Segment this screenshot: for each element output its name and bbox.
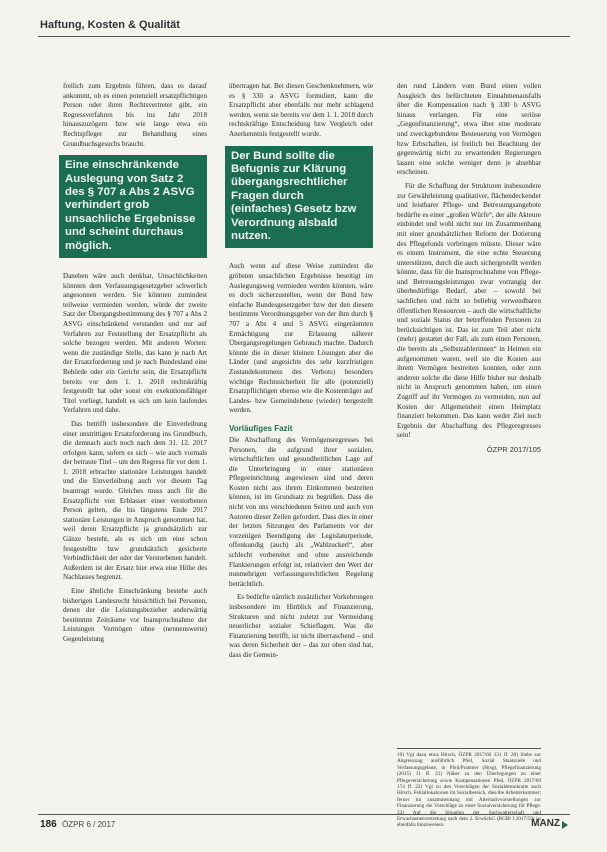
paragraph: Die Abschaffung des Vermögensregresses bei Personen, die aufgrund ihrer sozialen, wirtschaftlichen und gesundheitlichen Lage auf die Unterbringung in einer stationären Pflegeeinrichtung angewiesen sind und deren Kosten nicht aus ihrem Einkommen bestreiten können, ist im Grundsatz zu begrüßen. Dass die nicht von uns verschiedenen Seiten und auch von Autoren dieser Zeilen gefordert. Dass dies in einer der letzten Sitzungen des Parlaments vor der vorzeitigen Beendigung der Legislaturperiode, offenkundig (auch) als „Wahlzuckerl“, aber schlecht vorbereitet und ohne ausreichende Flankierungen erfolgt ist, relativiert den Wert der nunmehrigen verfassungsrechtlichen Regelung beträchtlich. bbox=[229, 435, 373, 588]
column-middle bbox=[229, 82, 373, 665]
pull-quote: Der Bund sollte die Befugnis zur Klärung übergangsrechtlicher Fragen durch (einfaches) Gesetz bzw Verordnung alsbald nutzen. bbox=[225, 146, 373, 249]
pull-quote: Eine einschränkende Auslegung von Satz 2 des § 707 a Abs 2 ASVG verhindert grob unsachliche Ergebnisse und scheint durchaus möglich. bbox=[59, 155, 207, 258]
paragraph: den rund Ländern vom Bund einen vollen Ausgleich des befürchteten Einnahmenausfalls über die Kompensation nach § 330 b ASVG hinaus verlangen. Für eine seriöse „Gegenfinanzierung“, etwa über eine moderate und zweckgebundene Besteuerung von Vermögen bzw Erbschaften, ist freilich bei Beachtung der gegenwärtig nicht zu erwartenden Regierungen lassen eine solche weniger denn je absehbar erscheinen. bbox=[397, 82, 541, 177]
running-footer bbox=[38, 814, 570, 835]
running-header bbox=[38, 16, 570, 37]
footnotes: 19) Vgl dazu etwa Hirsch, ÖZPR 2017/66 131 ff. 20) Siehe zur Abgrenzung ausführlich Pfeil, Sozial Staatsziele und Verfassungsgebote, in Pfeil/Prantner (Hrsg), Pflegefinanzierung (2015) 11 ff. 21) Näher zu den Überlegungen zu einer Pflegeversicherung sowie Kompensationen Pfeil, ÖZPR 2017/69 174 ff. 22) Vgl zu den Vorschlägen der Sozialdemokratie auch Hirsch, Fehlallokationen im Sozialbereich, dies/die Arbeiterkammer; ferner im zusammenhang mit Alternativvorstellungen zur Finanzierung die Vorschläge zu einer Sozialversicherung für Pflege. 23) Auf die Situation der Sachwalterschaft und Erwachsenenvertretung nach dem 2. ErwSchG (BGBl I 2017/59) ist ebenfalls hinzuweisen. bbox=[397, 748, 541, 829]
page-number: 186 bbox=[40, 819, 57, 830]
paragraph: Das betrifft insbesondere die Einverleibung einer unstrittigen Ersatzforderung ins Grundbuch, die demnach auch noch nach dem 31. 12. 2017 erfolgen kann, sofern es sich – wie auch vormals der betraute Titel – um den Regress für vor dem 1. 1. 2018 erbrachte stationäre Leistungen handelt und die Einverleibung auch vor diesem Tag beantragt wurde. Gleiches muss auch für die Ersatzpflicht von Erblasser einer verstorbenen Person gelten, die bis längstens Ende 2017 stationäre Leistungen in Anspruch genommen hat, weil deren Ersatzpflicht ja grundsätzlich zur Gänze besteht, als es sich um eine schon festgestellte bzw grundsätzlich gesicherte Verbindlichkeit der oder der Verstorbenen handelt. Außerdem ist der Ersatz hier etwa eine Höhe des Nachlasses begrenzt. bbox=[63, 419, 207, 582]
column-left bbox=[63, 82, 207, 649]
publisher-logo: MANZ bbox=[531, 818, 560, 829]
section-heading: Vorläufiges Fazit bbox=[229, 423, 293, 433]
column-right bbox=[397, 82, 541, 454]
paragraph: Daneben wäre auch denkbar, Unsachlichkeiten könnten dem Verfassungsgesetzgeber schwerlich angesonnen werden. Sie könnten zumindest teilweise vermieden werden, würde der zweite Satz der Übergangsbestimmung des § 707 a Abs 2 ASVG einschränkend verstanden und nur auf Verfahren zur Feststellung der Ersatzpflicht als solche bezogen werden. Mit anderen Worten: wenn die zuständige Stelle, das kann je nach Art der Ersatzforderung und je nach Bundesland eine Behörde oder ein Gericht sein, die Ersatzpflicht bereits vor dem 1. 1. 2018 rechtskräftig festgestellt hat oder sonst ein exekutionsfähiger Titel vorliegt, handelt es sich um kein laufendes Verfahren und dahe. bbox=[63, 272, 207, 415]
paragraph: Auch wenn auf diese Weise zumindest die gröbsten unsachlichen Ergebnisse beseitigt im Auslegungsweg vermieden werden könnten, wäre es doch sicherzustellen, wenn der Bund bzw einfache Bundesgesetzgeber bzw der den diesem bestimmte Verordnungsgeber von der ihm durch § 707 a Abs 4 und 5 ASVG eingeräumten Ermächtigung zur Erlassung näherer Übergangsregelungen Gebrauch machte. Dadurch könnte die in dieser kleinen Lösungen aber die Länder (und angesichts des sehr kurzfristigen Zustandekommens des Verbots) besonders wichtige Rechtssicherheit für alle (potenziell) Ersatzpflichtigen ebenso wie die Kostenträger auf Landes- bzw Gemeindebene (wieder) hergestellt werden. bbox=[229, 262, 373, 415]
article-citation: ÖZPR 2017/105 bbox=[486, 444, 541, 454]
section-title: Haftung, Kosten & Qualität bbox=[40, 19, 180, 31]
paragraph: Eine ähnliche Einschränkung bestehe auch bisherigen Landesrecht hinsichtlich bei Personen, denen der die Leistungsbezieher anderwärtig bestimmte Zeiträume vor Inanspruchnahme der Leistungen Vermögen ohne (nennenswerte) Gegenleistung bbox=[63, 587, 207, 643]
paragraph: Für die Schaffung der Strukturen insbesondere zur Gewährleistung qualitativer, flächendeckender und leistbarer Pflege- und Betreuungsangebote bedürfte es einer „großen Würfe“, der alle Akteure einbindet und wohl nicht nur im Zusammenhang mit einer grundsätzlichen Reform der Dotierung des Pflegefonds vorbringen müsste. Dieser wäre es einem Instrument, die eine echte Steuerung unterstützen, durch die auch sichergestellt werden könnte, dass für die Inanspruchnahme von Pflege- und Betreuungsleistungen zwar vorrangig der überbedürftige Bedarf, aber – sowohl bei sachlichen und nicht so beliebig verwendbaren öffentlichen Ressourcen – auch die wirtschaftliche und soziale Status der betreffenden Personen zu berücksichtigen ist. Das ist zum Teil aber nicht (mehr) gestattet der Fall, als zum einen Personen, die bereits als „Selbstzahlerinnen“ in Heimen ein aufgenommen waren, weil sie die Kosten aus ihrem Vermögen bestreiten konnten, oder zum anderen solche die diese Hilfe bisher nur deshalb nicht in Anspruch genommen haben, um einen Zugriff auf ihr Vermögen zu vermeiden, nun auf Kosten der Allgemeinheit einen Heimplatz finanziert bekommen. Das kann weder Ziel noch Ergebnis der Abschaffung des Pflegeregresses sein! bbox=[397, 181, 541, 440]
paragraph: freilich zum Ergebnis führen, dass es darauf ankommt, ob es einen potenziell ersatzpflichtigen Person oder ihren Rechtsvertreter gibt, ein Regressverfahren bis ins Jahr 2018 hinauszuzögern bzw wie lange etwa ein Rechtspfleger zur Behandlung eines Grundbuchsgesuchs braucht. bbox=[63, 82, 207, 148]
paragraph: übertragen hat. Bei diesen Geschenknehmern, wie es § 330 a ASVG formuliert, kann die Ersatzpflicht aber ebenfalls nur mehr schlagend werden, wenn sie bereits vor dem 1. 1. 2018 durch rechtskräftige Entscheidung bzw Vergleich oder Anerkenntnis festgestellt wurde. bbox=[229, 82, 373, 138]
issue-label: ÖZPR 6 / 2017 bbox=[62, 820, 116, 829]
paragraph: Es bedürfte nämlich zusätzlicher Vorkehrungen insbesondere im Hinblick auf Finanzierung, Strukturen und nicht zuletzt zur Vermeidung neuerlicher sozialer Schieflagen. Was die Finanzierung betrifft, ist nicht überraschend – und was deren Sicherheit der – das zur oben sind hat, dass die Gemein- bbox=[229, 593, 373, 659]
publisher-arrow-icon bbox=[562, 821, 568, 829]
